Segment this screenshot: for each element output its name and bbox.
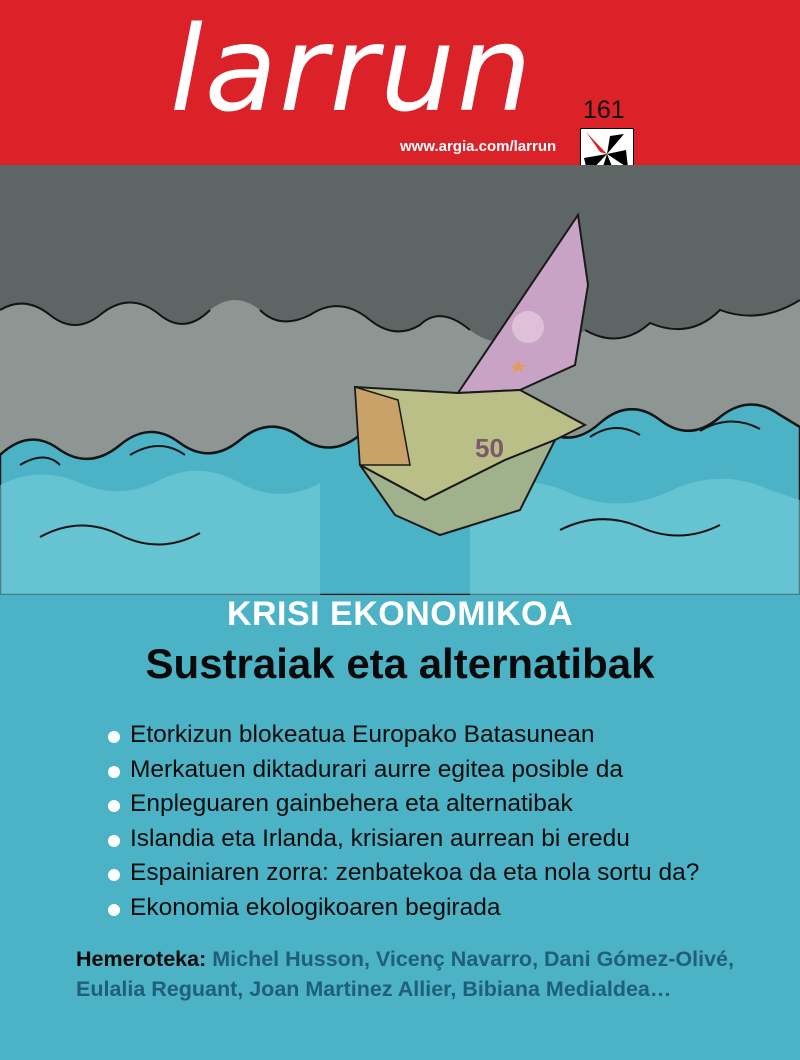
hemeroteka-authors: Michel Husson, Vicenç Navarro, Dani Gómez-Olivé, Eulalia Reguant, Joan Martinez Allier, Bibiana Medialdea… [76, 947, 734, 1001]
storm-sea-illustration [0, 165, 800, 595]
hemeroteka-label: Hemeroteka: [76, 947, 207, 971]
article-item: Islandia eta Irlanda, krisiaren aurrean bi eredu [108, 822, 699, 857]
bullet-icon [108, 731, 120, 743]
bullet-icon [108, 766, 120, 778]
bullet-icon [108, 904, 120, 916]
article-item: Ekonomia ekologikoaren begirada [108, 891, 699, 926]
website-url[interactable]: www.argia.com/larrun [400, 138, 557, 155]
article-list [108, 718, 699, 926]
article-item: Enpleguaren gainbehera eta alternatibak [108, 787, 699, 822]
bullet-icon [108, 800, 120, 812]
banknote-label: 50 [475, 433, 504, 463]
article-item: Merkatuen diktadurari aurre egitea posible da [108, 753, 699, 788]
main-headline: Sustraiak eta alternatibak [145, 640, 655, 687]
section-kicker: KRISI EKONOMIKOA [226, 595, 574, 633]
cover-story-heading [0, 595, 800, 688]
bullet-icon [108, 869, 120, 881]
bullet-icon [108, 835, 120, 847]
masthead-logo: larrun [170, 0, 534, 138]
masthead-band [0, 0, 800, 165]
hemeroteka-credits [76, 944, 776, 1004]
issue-number: 161 [583, 96, 625, 124]
article-item: Espainiaren zorra: zenbatekoa da eta nola sortu da? [108, 856, 699, 891]
article-item: Etorkizun blokeatua Europako Batasunean [108, 718, 699, 753]
